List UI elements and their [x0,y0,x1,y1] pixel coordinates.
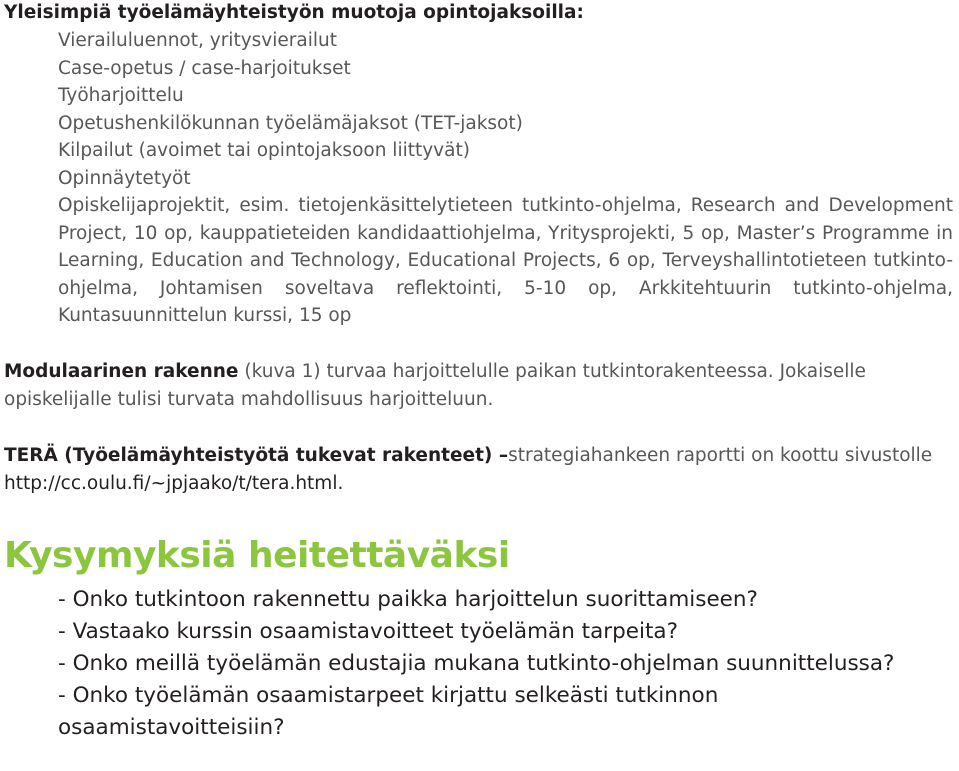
question-item: - Onko tutkintoon rakennettu paikka harjoittelun suorittamiseen? [58,587,758,612]
tera-link[interactable]: http://cc.oulu.fi/~jpjaako/t/tera.html. [4,473,344,494]
list-item: Vierailuluennot, yritysvierailut [58,30,337,51]
list-item: Case-opetus / case-harjoitukset [58,57,351,79]
list-item: Opinnäytetyöt [58,167,191,189]
tera-text: strategiahankeen raportti on koottu sivustolle [508,445,933,466]
modular-text: (kuva 1) turvaa harjoittelulle paikan tutkintorakenteessa. Jokaiselle opiskelijalle tulisi turvata mahdollisuus harjoitteluun. [4,361,866,410]
question-item: - Vastaako kurssin osaamistavoitteet työelämän tarpeita? [58,619,678,644]
modular-paragraph [4,358,955,414]
cooperation-forms-list [58,27,953,330]
tera-bold-term: TERÄ (Työelämäyhteistyötä tukevat rakenteet) – [4,445,509,466]
section-heading: Yleisimpiä työelämäyhteistyön muotoja opintojaksoilla: [4,2,584,23]
list-item: Kilpailut (avoimet tai opintojaksoon liittyvät) [58,140,470,161]
questions-list [58,584,918,744]
list-item: Työharjoittelu [58,85,184,106]
list-item: Opiskelijaprojektit, esim. tietojenkäsittelytieteen tutkinto-ohjelma, Research and Development Project, 10 op, kauppatieteiden kandidaattiohjelma, Yritysprojekti, 5 op, Master’s Programme in Learning, Education and Technology, Educational Projects, 6 op, Terveyshallintotieteen tutkinto-ohjelma, Johtamisen soveltava reflektointi, 5-10 op, Arkkitehtuurin tutkinto-ohjelma, Kuntasuunnittelun kurssi, 15 op [58,195,953,326]
question-item: - Onko työelämän osaamistarpeet kirjattu selkeästi tutkinnon osaamistavoitteisiin? [58,683,719,740]
question-item: - Onko meillä työelämän edustajia mukana tutkinto-ohjelman suunnittelussa? [58,651,895,676]
list-item: Opetushenkilökunnan työelämäjaksot (TET-jaksot) [58,112,523,134]
modular-bold-term: Modulaarinen rakenne [4,361,239,382]
questions-title: Kysymyksiä heitettäväksi [4,535,510,576]
tera-paragraph [4,442,955,498]
